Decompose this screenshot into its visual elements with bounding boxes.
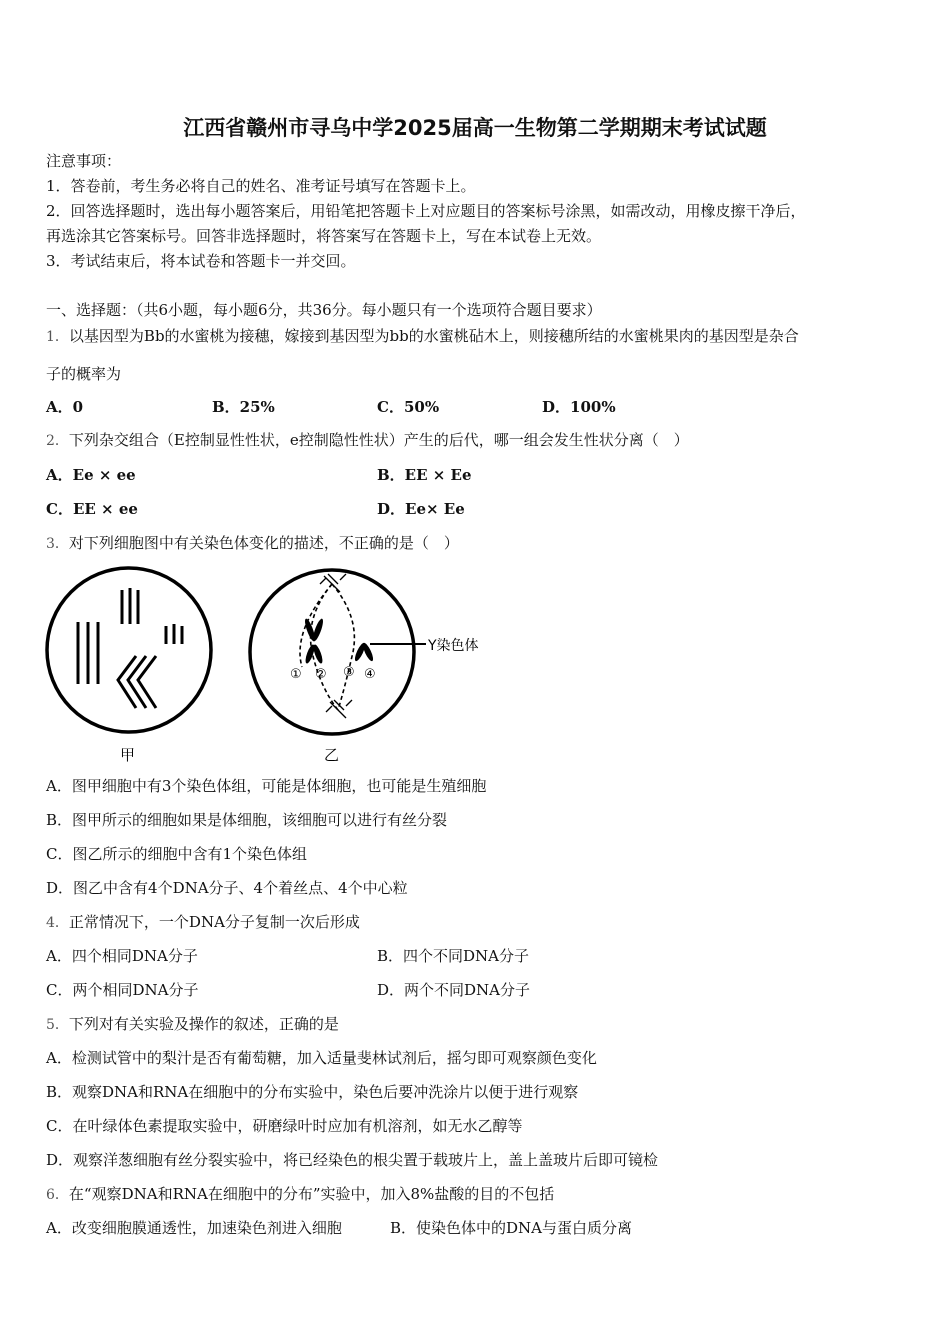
option-d: D．观察洋葱细胞有丝分裂实验中，将已经染色的根尖置于载玻片上，盖上盖玻片后即可镜检 <box>46 1151 659 1169</box>
question-text: 下列杂交组合（E控制显性性状，e控制隐性性状）产生的后代，哪一组会发生性状分离（ ） <box>68 431 689 449</box>
question-1 <box>46 326 799 347</box>
option-b: B．使染色体中的DNA与蛋白质分离 <box>390 1219 633 1237</box>
question-text: 对下列细胞图中有关染色体变化的描述，不正确的是（ ） <box>68 534 459 552</box>
notice-heading: 注意事项： <box>46 152 122 170</box>
page-title: 江西省赣州市寻乌中学2025届高一生物第二学期期末考试试题 <box>183 116 767 140</box>
option-a: A．Ee × ee <box>46 466 136 484</box>
option-b: B．四个不同DNA分子 <box>377 947 530 965</box>
option-d: D．两个不同DNA分子 <box>377 981 531 999</box>
notice-item: 2．回答选择题时，选出每小题答案后，用铅笔把答题卡上对应题目的答案标号涂黑，如需改动，用橡皮擦干净后， <box>46 202 806 220</box>
question-text: 下列对有关实验及操作的叙述，正确的是 <box>68 1015 339 1033</box>
question-2 <box>46 430 689 451</box>
marker-1: ① <box>290 667 302 682</box>
option-c: C．两个相同DNA分子 <box>46 981 199 999</box>
option-d: D．图乙中含有4个DNA分子、4个着丝点、4个中心粒 <box>46 879 408 897</box>
question-text: 以基因型为Bb的水蜜桃为接穗，嫁接到基因型为bb的水蜜桃砧木上，则接穗所结的水蜜桃果肉的基因型是杂合 <box>68 327 799 345</box>
option-b: B．图甲所示的细胞如果是体细胞，该细胞可以进行有丝分裂 <box>46 811 448 829</box>
marker-3: ③ <box>343 665 355 680</box>
option-c: C．在叶绿体色素提取实验中，研磨绿叶时应加有机溶剂，如无水乙醇等 <box>46 1117 523 1135</box>
label-yi: 乙 <box>324 746 340 764</box>
option-b: B．25% <box>212 398 275 416</box>
question-number: 2． <box>46 433 69 449</box>
section-heading: 一、选择题：（共6小题，每小题6分，共36分。每小题只有一个选项符合题目要求） <box>46 301 602 319</box>
question-text: 正常情况下，一个DNA分子复制一次后形成 <box>68 913 360 931</box>
cell-jia <box>47 568 211 732</box>
option-c: C．50% <box>377 398 440 416</box>
question-4 <box>46 912 360 933</box>
question-number: 1． <box>46 329 69 345</box>
option-d: D．Ee× Ee <box>377 500 465 518</box>
question-text: 在“观察DNA和RNA在细胞中的分布”实验中，加入8%盐酸的目的不包括 <box>68 1185 555 1203</box>
cell-diagram <box>40 562 500 767</box>
question-number: 3． <box>46 536 69 552</box>
label-jia: 甲 <box>120 746 136 764</box>
option-c: C．EE × ee <box>46 500 138 518</box>
option-a: A．检测试管中的梨汁是否有葡萄糖，加入适量斐林试剂后，摇匀即可观察颜色变化 <box>46 1049 597 1067</box>
question-number: 5． <box>46 1017 69 1033</box>
notice-item: 再选涂其它答案标号。回答非选择题时，将答案写在答题卡上，写在本试卷上无效。 <box>46 227 602 245</box>
y-chromosome-label: Y染色体 <box>428 638 479 654</box>
option-b: B．观察DNA和RNA在细胞中的分布实验中，染色后要冲洗涂片以便于进行观察 <box>46 1083 579 1101</box>
marker-4: ④ <box>364 667 376 682</box>
question-5 <box>46 1014 339 1035</box>
option-a: A．图甲细胞中有3个染色体组，可能是体细胞，也可能是生殖细胞 <box>46 777 487 795</box>
question-number: 6． <box>46 1187 69 1203</box>
question-6 <box>46 1184 554 1205</box>
option-a: A．0 <box>46 398 84 416</box>
question-number: 4． <box>46 915 69 931</box>
notice-item: 1．答卷前，考生务必将自己的姓名、准考证号填写在答题卡上。 <box>46 177 476 195</box>
option-d: D．100% <box>542 398 616 416</box>
option-a: A．四个相同DNA分子 <box>46 947 198 965</box>
option-b: B．EE × Ee <box>377 466 472 484</box>
option-a: A．改变细胞膜通透性，加速染色剂进入细胞 <box>46 1219 342 1237</box>
question-3 <box>46 533 459 554</box>
cell-yi <box>250 570 479 734</box>
marker-2: ② <box>315 667 327 682</box>
question-1-cont: 子的概率为 <box>46 365 122 383</box>
option-c: C．图乙所示的细胞中含有1个染色体组 <box>46 845 308 863</box>
notice-item: 3．考试结束后，将本试卷和答题卡一并交回。 <box>46 252 356 270</box>
